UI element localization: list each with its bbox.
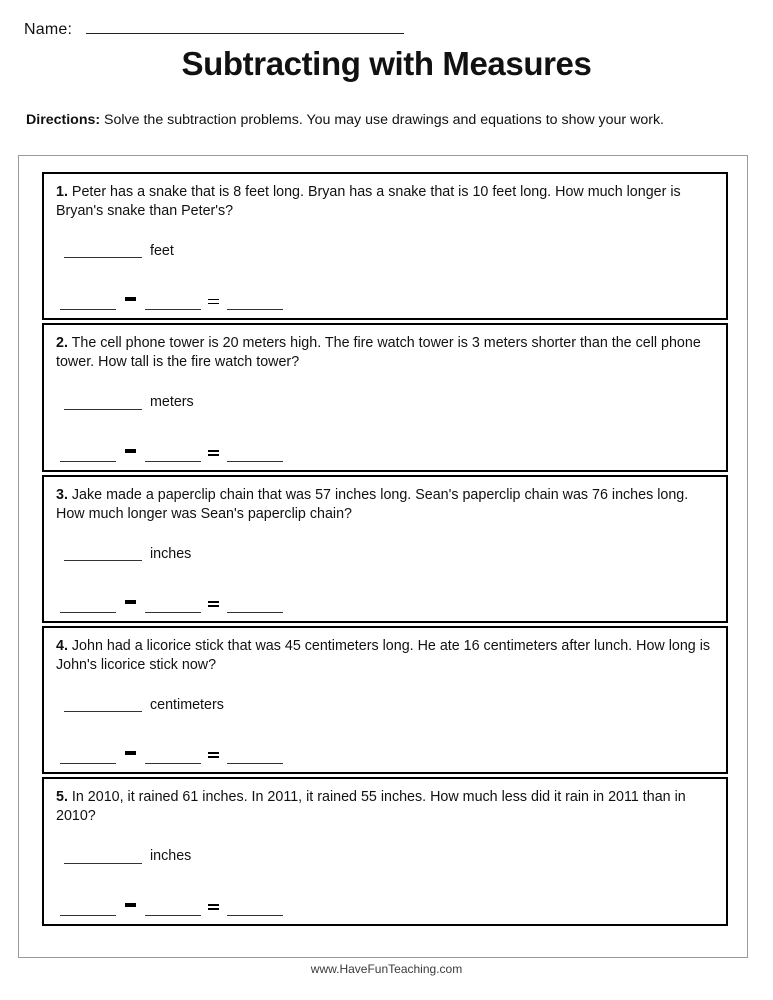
answer-blank[interactable] [64,395,142,410]
answer-row [56,849,714,864]
problem-body: In 2010, it rained 61 inches. In 2011, it rained 55 inches. How much less did it rain in 2011 than in 2010? [56,789,686,825]
answer-blank[interactable] [64,849,142,864]
directions-label: Directions: [26,112,101,128]
minus-icon [123,600,138,613]
answer-unit: inches [150,848,192,865]
equation-blank-difference[interactable] [227,902,283,916]
answer-unit: inches [150,545,192,562]
equation-blank-minuend[interactable] [60,296,116,310]
equation-blank-subtrahend[interactable] [145,599,201,613]
equation-blank-difference[interactable] [227,750,283,764]
minus-icon [123,297,138,310]
problem-number: 4. [56,637,68,654]
footer-site-url: www.HaveFunTeaching.com [310,962,463,976]
problem-box-4 [42,626,728,774]
equation-blank-minuend[interactable] [60,599,116,613]
problem-number: 1. [56,184,68,200]
problem-number: 2. [56,335,68,352]
answer-row [56,243,714,258]
directions [26,112,747,130]
equation-blank-minuend[interactable] [60,902,116,916]
name-row [24,20,404,39]
problem-statement [56,788,714,826]
equals-icon [207,600,221,613]
equation-blank-subtrahend[interactable] [145,902,201,916]
equals-icon [207,297,221,310]
equation-blank-subtrahend[interactable] [145,448,201,462]
equation-row [56,288,714,310]
problem-box-1 [42,172,728,320]
answer-unit: centimeters [150,696,224,713]
answer-blank[interactable] [64,243,142,258]
equation-blank-difference[interactable] [227,296,283,310]
equals-icon [207,751,221,764]
problem-body: John had a licorice stick that was 45 centimeters long. He ate 16 centimeters after lunch. How long is John's licorice stick now? [56,637,711,674]
equation-blank-subtrahend[interactable] [145,750,201,764]
problem-box-2 [42,323,728,471]
answer-unit: meters [150,394,194,411]
equation-blank-difference[interactable] [227,448,283,462]
answer-blank[interactable] [64,697,142,712]
problem-body: Peter has a snake that is 8 feet long. Bryan has a snake that is 10 feet long. How much longer is Bryan's snake than Peter's? [56,184,681,220]
minus-icon [123,449,138,462]
problem-number: 5. [56,789,68,806]
equals-icon [207,903,221,916]
problem-box-3 [42,475,728,623]
answer-row [56,697,714,712]
problem-statement [56,183,714,221]
name-label: Name: [24,21,73,38]
equation-blank-subtrahend[interactable] [145,296,201,310]
equation-row [56,894,714,916]
problem-statement [56,637,714,675]
problem-list [42,172,728,929]
equation-blank-minuend[interactable] [60,448,116,462]
equation-blank-difference[interactable] [227,599,283,613]
answer-blank[interactable] [64,546,142,561]
name-write-in-line[interactable] [86,20,404,34]
problem-statement [56,334,714,372]
problem-number: 3. [56,486,68,503]
page-title: Subtracting with Measures [181,45,592,82]
minus-icon [123,903,138,916]
answer-unit: feet [150,243,174,260]
answer-row [56,395,714,410]
problem-box-5 [42,777,728,925]
equation-row [56,440,714,462]
equation-row [56,591,714,613]
problem-body: Jake made a paperclip chain that was 57 inches long. Sean's paperclip chain was 76 inches long. How much longer was Sean's paperclip chain? [56,486,689,522]
equals-icon [207,449,221,462]
minus-icon [123,751,138,764]
equation-blank-minuend[interactable] [60,750,116,764]
problem-body: The cell phone tower is 20 meters high. The fire watch tower is 3 meters shorter than the cell phone tower. How tall is the fire watch tower? [56,335,701,371]
equation-row [56,742,714,764]
answer-row [56,546,714,561]
problem-statement [56,486,714,524]
directions-text: Solve the subtraction problems. You may use drawings and equations to show your work. [100,112,664,128]
